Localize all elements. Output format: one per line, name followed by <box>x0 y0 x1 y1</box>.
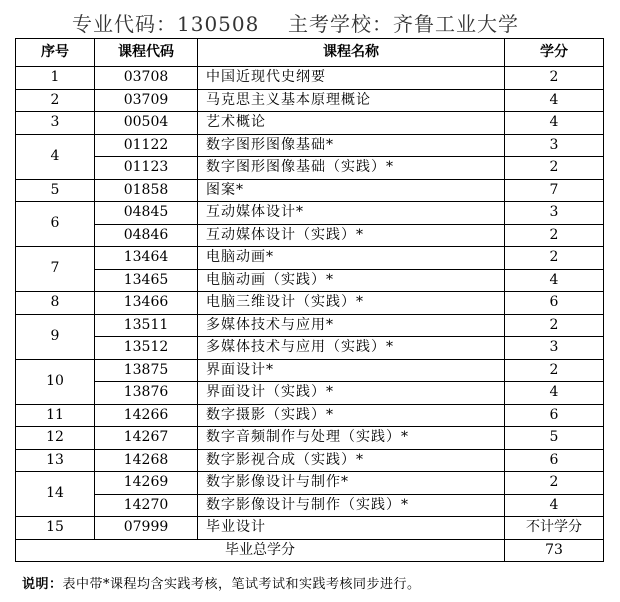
course-code-cell: 14267 <box>95 427 198 450</box>
credit-cell: 6 <box>505 449 604 472</box>
course-code-cell: 14269 <box>95 472 198 495</box>
course-code-cell: 13875 <box>95 359 198 382</box>
table-row <box>16 472 604 495</box>
course-name-cell: 数字摄影（实践）* <box>198 404 505 427</box>
col-header-seq: 序号 <box>16 39 95 67</box>
credit-cell: 2 <box>505 472 604 495</box>
seq-cell: 4 <box>16 134 95 179</box>
table-row <box>16 404 604 427</box>
total-label: 毕业总学分 <box>16 539 505 562</box>
course-code-cell: 14270 <box>95 494 198 517</box>
course-name-cell: 互动媒体设计* <box>198 202 505 225</box>
course-name-cell: 多媒体技术与应用（实践）* <box>198 337 505 360</box>
seq-cell: 15 <box>16 517 95 540</box>
course-name-cell: 数字影像设计与制作（实践）* <box>198 494 505 517</box>
table-row <box>16 359 604 382</box>
table-row <box>16 292 604 315</box>
course-name-cell: 数字影视合成（实践）* <box>198 449 505 472</box>
course-name-cell: 图案* <box>198 179 505 202</box>
seq-cell: 13 <box>16 449 95 472</box>
table-row <box>16 179 604 202</box>
course-code-cell: 04845 <box>95 202 198 225</box>
course-code-cell: 14268 <box>95 449 198 472</box>
course-table <box>15 38 604 562</box>
table-header-row <box>16 39 604 67</box>
course-code-cell: 13876 <box>95 382 198 405</box>
credit-cell: 7 <box>505 179 604 202</box>
course-code-cell: 01123 <box>95 157 198 180</box>
course-name-cell: 多媒体技术与应用* <box>198 314 505 337</box>
page-header <box>0 2 620 36</box>
course-name-cell: 艺术概论 <box>198 112 505 135</box>
table-row <box>16 337 604 360</box>
total-row <box>16 539 604 562</box>
credit-cell: 3 <box>505 202 604 225</box>
credit-cell: 2 <box>505 157 604 180</box>
table-row <box>16 517 604 540</box>
col-header-credit: 学分 <box>505 39 604 67</box>
course-name-cell: 中国近现代史纲要 <box>198 67 505 90</box>
seq-cell: 10 <box>16 359 95 404</box>
credit-cell: 3 <box>505 337 604 360</box>
seq-cell: 6 <box>16 202 95 247</box>
table-row <box>16 134 604 157</box>
seq-cell: 7 <box>16 247 95 292</box>
footnote-label: 说明： <box>22 577 63 592</box>
table-row <box>16 314 604 337</box>
course-code-cell: 07999 <box>95 517 198 540</box>
course-code-cell: 13512 <box>95 337 198 360</box>
course-code-cell: 13464 <box>95 247 198 270</box>
table-row <box>16 382 604 405</box>
course-name-cell: 马克思主义基本原理概论 <box>198 89 505 112</box>
exam-school: 主考学校：齐鲁工业大学 <box>288 12 519 36</box>
credit-cell: 5 <box>505 427 604 450</box>
table-row <box>16 494 604 517</box>
course-name-cell: 数字图形图像基础* <box>198 134 505 157</box>
course-code-cell: 13511 <box>95 314 198 337</box>
credit-cell: 2 <box>505 67 604 90</box>
course-name-cell: 界面设计（实践）* <box>198 382 505 405</box>
course-code-cell: 01122 <box>95 134 198 157</box>
col-header-name: 课程名称 <box>198 39 505 67</box>
footnote <box>22 573 421 592</box>
table-body <box>16 67 604 540</box>
course-name-cell: 电脑动画* <box>198 247 505 270</box>
course-code-cell: 01858 <box>95 179 198 202</box>
seq-cell: 12 <box>16 427 95 450</box>
seq-cell: 5 <box>16 179 95 202</box>
course-code-cell: 03708 <box>95 67 198 90</box>
course-name-cell: 电脑动画（实践）* <box>198 269 505 292</box>
credit-cell: 6 <box>505 292 604 315</box>
table-row <box>16 157 604 180</box>
credit-cell: 4 <box>505 494 604 517</box>
seq-cell: 1 <box>16 67 95 90</box>
table-row <box>16 202 604 225</box>
footnote-text: 表中带*课程均含实践考核，笔试考试和实践考核同步进行。 <box>62 577 421 592</box>
credit-cell: 4 <box>505 382 604 405</box>
credit-cell: 2 <box>505 314 604 337</box>
credit-cell: 4 <box>505 89 604 112</box>
course-name-cell: 数字影像设计与制作* <box>198 472 505 495</box>
course-code-cell: 04846 <box>95 224 198 247</box>
course-name-cell: 毕业设计 <box>198 517 505 540</box>
credit-cell: 2 <box>505 247 604 270</box>
credit-cell: 不计学分 <box>505 517 604 540</box>
credit-cell: 4 <box>505 269 604 292</box>
seq-cell: 9 <box>16 314 95 359</box>
course-name-cell: 界面设计* <box>198 359 505 382</box>
credit-cell: 2 <box>505 224 604 247</box>
col-header-code: 课程代码 <box>95 39 198 67</box>
credit-cell: 6 <box>505 404 604 427</box>
table-row <box>16 449 604 472</box>
table-row <box>16 247 604 270</box>
seq-cell: 8 <box>16 292 95 315</box>
major-code: 专业代码：130508 <box>72 12 260 36</box>
course-code-cell: 03709 <box>95 89 198 112</box>
credit-cell: 2 <box>505 359 604 382</box>
seq-cell: 3 <box>16 112 95 135</box>
course-code-cell: 14266 <box>95 404 198 427</box>
course-name-cell: 电脑三维设计（实践）* <box>198 292 505 315</box>
credit-cell: 3 <box>505 134 604 157</box>
seq-cell: 2 <box>16 89 95 112</box>
table-row <box>16 89 604 112</box>
course-code-cell: 00504 <box>95 112 198 135</box>
course-code-cell: 13466 <box>95 292 198 315</box>
table-row <box>16 224 604 247</box>
table-row <box>16 427 604 450</box>
course-name-cell: 数字音频制作与处理（实践）* <box>198 427 505 450</box>
seq-cell: 11 <box>16 404 95 427</box>
course-code-cell: 13465 <box>95 269 198 292</box>
course-name-cell: 数字图形图像基础（实践）* <box>198 157 505 180</box>
table-row <box>16 269 604 292</box>
table-row <box>16 67 604 90</box>
table-row <box>16 112 604 135</box>
total-value: 73 <box>505 539 604 562</box>
course-name-cell: 互动媒体设计（实践）* <box>198 224 505 247</box>
credit-cell: 4 <box>505 112 604 135</box>
seq-cell: 14 <box>16 472 95 517</box>
